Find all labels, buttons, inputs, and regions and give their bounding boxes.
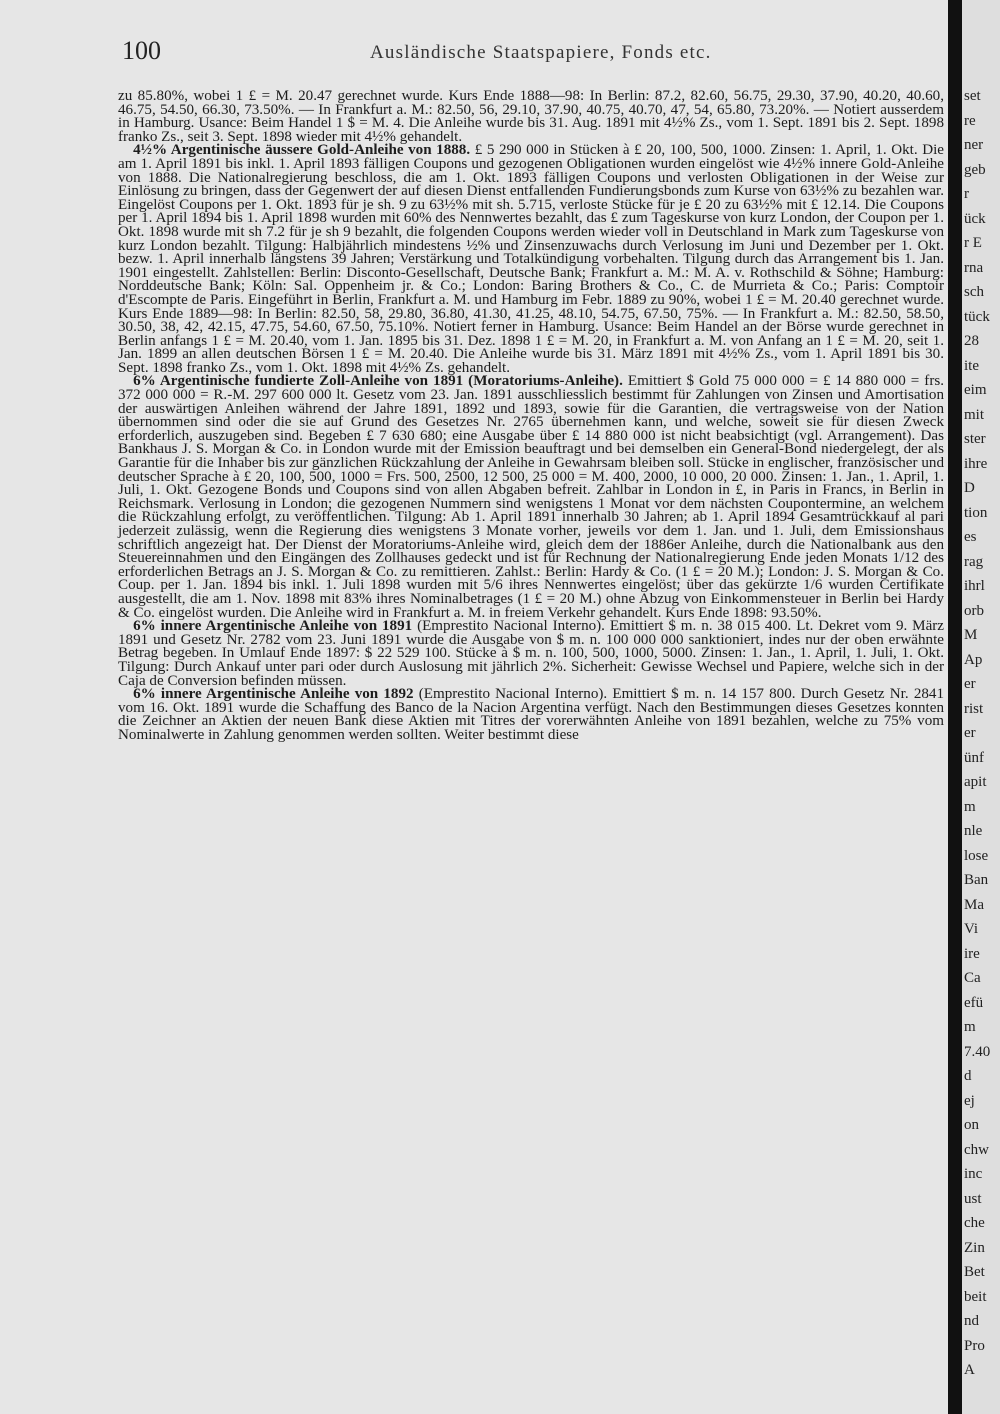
- paragraph-zoll-anleihe-1891: [118, 375, 944, 620]
- adjacent-page-fragment: m: [964, 1019, 976, 1035]
- adjacent-page-fragment: tion: [964, 504, 988, 521]
- adjacent-page-fragment: ihrl: [964, 578, 985, 594]
- paragraph-text: (Emprestito Nacional Interno). Emittiert $ m. n. 38 015 400. Lt. Dekret vom 9. März 1891 und Gesetz Nr. 2782 vom 23. Juni 1891 wurde die Ausgabe von $ m. n. 100 000 000 sanktioniert, indes nur der oben erwähnte Betrag begeben. In Umlauf Ende 1897: $ 22 529 100. Stücke à $ m. n. 100, 500, 1000, 5000. Zinsen: 1. Jan., 1. April, 1. Juli, 1. Okt. Tilgung: Durch Ankauf unter pari oder durch Auslosung mit jährlich 2%. Sicherheit: Gewisse Wechsel und Papiere, welche sich in der Caja de Conversion befinden müssen.: [118, 618, 945, 689]
- page-body: [118, 90, 944, 743]
- adjacent-page-fragment: m: [964, 798, 976, 815]
- adjacent-page-fragment: Ban: [964, 872, 989, 888]
- paragraph-intro: [118, 90, 944, 144]
- adjacent-page-fragment: ünf: [964, 749, 984, 766]
- adjacent-page-fragment: re: [964, 112, 976, 129]
- adjacent-page-fragment: tück: [964, 308, 990, 325]
- adjacent-page-fragment: inc: [964, 1166, 983, 1182]
- adjacent-page-fragment: D: [964, 480, 975, 496]
- page-header: [122, 36, 942, 66]
- paragraph-text: zu 85.80%, wobei 1 £ = M. 20.47 gerechnet wurde. Kurs Ende 1888—98: In Berlin: 87.2, 82.60, 56.75, 29.30, 37.90, 40.20, 40.60, 46.75, 54.50, 66.30, 73.50%. — In Frankfurt a. M.: 82.50, 56, 29.10, 37.90, 40.75, 40.70, 47, 54, 65.80, 73.20%. — Notiert ausserdem in Hamburg. Usance: Beim Handel 1 $ = M. 4. Die Anleihe wurde bis 31. Aug. 1891 mit 4½% Zs., vom 1. Sept. 1891 bis 2. Sept. 1898 franko Zs., seit 3. Sept. 1898 wieder mit 4½% gehandelt.: [118, 88, 944, 145]
- adjacent-page-fragment: A: [964, 1362, 975, 1378]
- page-number: 100: [122, 36, 161, 65]
- adjacent-page-fragment: mit: [964, 406, 985, 423]
- paragraph-innere-anleihe-1891: [118, 620, 944, 688]
- paragraph-innere-anleihe-1892: [118, 688, 944, 742]
- adjacent-page-fragment: Bet: [964, 1264, 985, 1280]
- adjacent-page-fragment: d: [964, 1068, 972, 1084]
- adjacent-page-fragment: Ma: [964, 896, 984, 913]
- adjacent-page-fragment: eim: [964, 382, 987, 398]
- adjacent-page-fragment: beit: [964, 1288, 987, 1305]
- adjacent-page-fragment: rna: [964, 259, 984, 276]
- adjacent-page-fragment: r: [964, 186, 969, 202]
- adjacent-page-strip: [962, 0, 1000, 1414]
- adjacent-page-fragment: rist: [964, 700, 984, 717]
- adjacent-page-fragment: 7.40: [964, 1043, 991, 1060]
- adjacent-page-fragment: sch: [964, 284, 984, 300]
- adjacent-page-fragment: rag: [964, 553, 984, 570]
- adjacent-page-fragment: geb: [964, 161, 986, 178]
- adjacent-page-fragment: apit: [964, 774, 987, 790]
- adjacent-page-fragment: r E: [964, 235, 982, 251]
- adjacent-page-fragment: ück: [964, 210, 986, 227]
- adjacent-page-fragment: ihre: [964, 455, 988, 472]
- adjacent-page-fragment: nd: [964, 1313, 979, 1329]
- adjacent-page-fragment: ner: [964, 137, 984, 153]
- binding-gutter: [948, 0, 962, 1414]
- paragraph-heading: 6% innere Argentinische Anleihe von 1892: [133, 686, 414, 703]
- adjacent-page-fragment: efü: [964, 994, 984, 1011]
- adjacent-page-fragment: M: [964, 627, 978, 643]
- adjacent-page-fragment: nle: [964, 823, 983, 839]
- paragraph-text: (Emprestito Nacional Interno). Emittiert $ m. n. 14 157 800. Durch Gesetz Nr. 2841 vom 16. Okt. 1891 wurde die Schaffung des Banco de la Nacion Argentina verfügt. Nach den Bestimmungen dieses Gesetzes konnten die Zeichner an Aktien der neuen Bank diese Aktien mit Titres der vorerwähnten Anleihe von 1891 bezahlen, welche zu 75% vom Nominalwerte in Zahlung genommen werden sollten. Weiter bestimmt diese: [118, 686, 945, 743]
- adjacent-page-fragment: on: [964, 1117, 979, 1133]
- adjacent-page-fragment: chw: [964, 1141, 989, 1158]
- adjacent-page-fragment: Pro: [964, 1337, 985, 1354]
- paragraph-text: £ 5 290 000 in Stücken à £ 20, 100, 500, 1000. Zinsen: 1. April, 1. Okt. Die am 1. April 1891 bis inkl. 1. April 1893 fälligen Coupons und gezogenen Obligationen wurden eingelöst wie 4½% innere Gold-Anleihe von 1888. Die Nationalregierung beschloss, die am 1. Okt. 1893 fälligen Coupons und verlosten Obligationen in der Weise zur Einlösung zu bringen, dass der Gegenwert der auf diesen Dienst entfallenden Fundierungsbonds zum Kurse von 63½% zu bezahlen war. Eingelöst Coupons per 1. Okt. 1893 für je sh. 9 zu 63½% mit sh. 5.715, verloste Stücke für je £ 20 zu 63½% mit £ 12.14. Die Coupons per 1. April 1894 bis 1. April 1898 wurden mit 60% des Nennwertes bezahlt, das £ zum Tageskurse von kurz London, der Coupon per 1. Okt. 1898 wurde mit sh 7.2 für je sh 9 bezahlt, die folgenden Coupons werden wieder voll in Deutschland in Mark zum Tageskurse von kurz London bezahlt. Tilgung: Halbjährlich mindestens ½% und Zinsenzuwachs durch Verlosung im Juni und Dezember per 1. Okt. bezw. 1. April innerhalb längstens 39 Jahren; Verstärkung und Totalkündigung vorbehalten. Tilgung durch das Arrangement bis 1. Jan. 1901 eingestellt. Zahlstellen: Berlin: Disconto-Gesellschaft, Deutsche Bank; Frankfurt a. M.: M. A. v. Rothschild & Söhne; Hamburg: Norddeutsche Bank; Köln: Sal. Oppenheim jr. & Co.; London: Baring Brothers & Co., C. de Murrieta & Co.; Paris: Comptoir d'Escompte de Paris. Eingeführt in Berlin, Frankfurt a. M. und Hamburg im Febr. 1889 zu 90%, wobei 1 £ = M. 20.40 gerechnet wurde. Kurs Ende 1889—98: In Berlin: 82.50, 58, 29.80, 36.80, 41.30, 41.25, 48.10, 54.75, 67.50, 75%. — In Frankfurt a. M.: 82.50, 58.50, 30.50, 38, 42, 42.15, 47.75, 54.60, 67.50, 75.10%. Notiert ferner in Hamburg. Usance: Beim Handel an der Börse wurde gerechnet in Berlin anfangs 1 £ = M. 20.40, vom 1. Jan. 1895 bis 31. Dez. 1898 1 £ = M. 20, in Frankfurt a. M. von Anfang an 1 £ = M. 20, seit 1. Jan. 1899 an allen deutschen Börsen 1 £ = M. 20.40. Die Anleihe wurde bis 31. März 1891 mit 4½% Zs., vom 1. April 1891 bis 30. Sept. 1898 franko Zs., vom 1. Okt. 1898 mit 4½% Zs. gehandelt.: [118, 142, 944, 376]
- adjacent-page-fragment: 28: [964, 333, 979, 349]
- adjacent-page-fragment: Ap: [964, 651, 983, 668]
- adjacent-page-fragment: Ca: [964, 970, 981, 986]
- adjacent-page-fragment: ej: [964, 1092, 975, 1109]
- paragraph-heading: 4½% Argentinische äussere Gold-Anleihe von 1888.: [133, 142, 471, 159]
- adjacent-page-fragment: Zin: [964, 1239, 985, 1256]
- running-title: Ausländische Staatspapiere, Fonds etc.: [370, 42, 712, 63]
- paragraph-heading: 6% innere Argentinische Anleihe von 1891: [133, 618, 413, 635]
- adjacent-page-fragment: set: [964, 88, 981, 104]
- paragraph-text: Emittiert $ Gold 75 000 000 = £ 14 880 000 = frs. 372 000 000 = R.-M. 297 600 000 lt. Gesetz vom 23. Jan. 1891 ausschliesslich bestimmt für Zahlungen von Zinsen und Amortisation der auswärtigen Anleihen während der Jahre 1891, 1892 und 1893, sowie für die Garantien, die vertragsweise von der Nation übernommen sind oder die sie auf Grund des Gesetzes Nr. 2765 übernehmen kann, und welche, soweit sie für diesen Zweck erforderlich, auszugeben sind. Begeben £ 7 630 680; eine Ausgabe über £ 14 880 000 ist nicht beabsichtigt (vgl. Arrangement). Das Bankhaus J. S. Morgan & Co. in London wurde mit der Emission beauftragt und bei demselben ein General-Bond niedergelegt, der als Garantie für die Inhaber bis zur gänzlichen Rückzahlung der Anleihe in Gewahrsam bleiben soll. Stücke in englischer, französischer und deutscher Sprache à £ 20, 100, 500, 1000 = Frs. 500, 2500, 12 500, 25 000 = M. 400, 2000, 10 000, 20 000. Zinsen: 1. Jan., 1. April, 1. Juli, 1. Okt. Gezogene Bonds und Coupons sind von allen Abgaben befreit. Zahlbar in London in £, in Paris in Francs, in Berlin in Reichsmark. Verlosung in London; die gezogenen Nummern sind wenigstens 1 Monat vor dem nächsten Coupontermine, an welchem die Rückzahlung erfolgt, zu veröffentlichen. Tilgung: Ab 1. April 1891 innerhalb 30 Jahren; ab 1. April 1894 Gesamtrückkauf al pari jederzeit zulässig, wenn die Regierung dies wenigstens 3 Monate vorher, jeweils vor dem 1. Jan. und 1. Juli, dem Emissionshaus schriftlich angezeigt hat. Der Dienst der Moratoriums-Anleihe wird, gleich dem der 1886er Anleihe, durch die Nationalbank aus den Steuereinnahmen und den Eingängen des Zollhauses gedeckt und ist für Rechnung der Nationalregierung Ende jeden Monats 1/12 des erforderlichen Betrags an J. S. Morgan & Co. zu remittieren. Zahlst.: Berlin: Hardy & Co. (1 £ = 20 M.); London: J. S. Morgan & Co. Coup. per 1. Jan. 1894 bis inkl. 1. Juli 1898 wurden mit 5/6 ihres Nennwertes eingelöst; über das gekürzte 1/6 wurden Certifikate ausgestellt, die am 1. Nov. 1898 mit 83% ihres Nominalbetrages (1 £ = 20 M.) ohne Abzug von Einkommensteuer in Berlin bei Hardy & Co. eingelöst wurden. Die Anleihe wird in Frankfurt a. M. in freiem Verkehr gehandelt. Kurs Ende 1898: 93.50%.: [118, 373, 944, 621]
- adjacent-page-fragment: orb: [964, 602, 984, 619]
- adjacent-page-fragment: ite: [964, 357, 979, 374]
- paragraph-heading: 6% Argentinische fundierte Zoll-Anleihe von 1891 (Moratoriums-Anleihe).: [133, 373, 623, 390]
- adjacent-page-fragment: Vi: [964, 921, 979, 937]
- adjacent-page-fragment: lose: [964, 847, 989, 864]
- adjacent-page-fragment: che: [964, 1215, 985, 1231]
- adjacent-page-fragment: er: [964, 676, 976, 692]
- paragraph-aeussere-gold-anleihe-1888: [118, 144, 944, 375]
- adjacent-page-fragment: ust: [964, 1190, 982, 1207]
- adjacent-page-fragment: es: [964, 529, 977, 545]
- adjacent-page-fragment: ire: [964, 945, 980, 962]
- adjacent-page-fragment: er: [964, 725, 976, 741]
- adjacent-page-fragment: ster: [964, 431, 986, 447]
